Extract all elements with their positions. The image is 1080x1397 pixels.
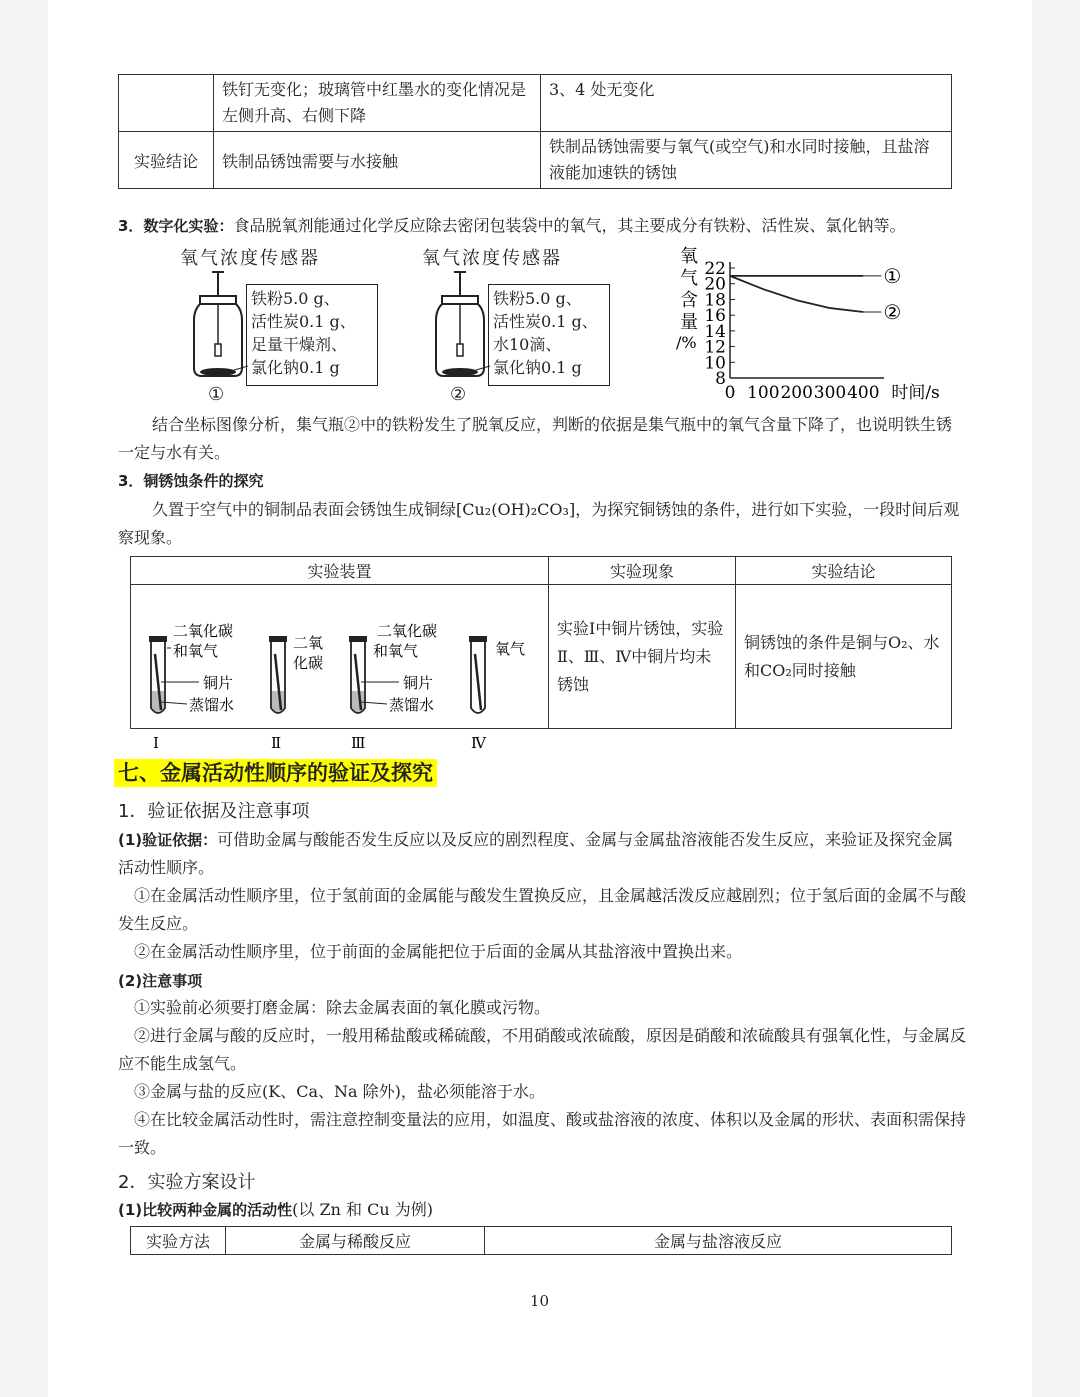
label-o2: 氧气 <box>495 639 526 658</box>
compare-label: (1)比较两种金属的活动性 <box>118 1201 293 1219</box>
y-tick-label: 22 <box>704 259 726 279</box>
y-tick-label: 20 <box>704 274 726 295</box>
page-number: 10 <box>530 1292 550 1310</box>
tube-number: Ⅱ <box>271 733 282 752</box>
basis-label: (1)验证依据： <box>118 831 218 849</box>
digital-intro <box>118 212 1038 240</box>
oxygen-chart <box>626 240 940 410</box>
series-label: ① <box>883 263 902 288</box>
copper-table <box>130 556 952 752</box>
x-tick-label: 300 <box>813 383 847 403</box>
bottle-2-number: ② <box>450 384 467 405</box>
copper-apparatus-cell <box>131 585 549 752</box>
y-tick-label: 10 <box>704 353 726 374</box>
copper-phenomenon: 实验Ⅰ中铜片锈蚀，实验Ⅱ、Ⅲ、Ⅳ中铜片均未锈蚀 <box>549 585 736 729</box>
iron-rust-table <box>118 74 952 189</box>
x-tick-label: 200 <box>780 383 813 403</box>
table-cell: 铁制品锈蚀需要与氧气(或空气)和水同时接触，且盐溶液能加速铁的锈蚀 <box>541 132 952 189</box>
label-co2-air: 二氧化碳 <box>377 621 438 640</box>
subheading-1: 1．验证依据及注意事项 <box>118 801 310 822</box>
note-3: ③金属与盐的反应(K、Ca、Na 除外)，盐必须能溶于水。 <box>134 1082 545 1101</box>
label-copper: 铜片 <box>403 673 434 692</box>
bottle-2-contents <box>488 284 610 386</box>
content-line: 氯化钠0.1 g <box>493 358 582 377</box>
label-copper: 铜片 <box>203 673 234 692</box>
notes-label: (2)注意事项 <box>118 972 203 990</box>
document-page <box>48 0 1032 1397</box>
label-water: 蒸馏水 <box>389 695 435 714</box>
label-co2: 二氧 <box>293 633 324 652</box>
content-line: 活性炭0.1 g、 <box>493 312 598 331</box>
x-tick-label: 0 <box>724 383 736 403</box>
content-line: 铁粉5.0 g、 <box>493 289 582 308</box>
note-1: ①实验前必须要打磨金属：除去金属表面的氧化膜或污物。 <box>134 998 551 1017</box>
copper-tubes-diagram <box>131 586 545 752</box>
paragraph-compare <box>118 1196 433 1224</box>
y-axis-label: 氧 <box>680 246 698 267</box>
paragraph-rule-1: ①在金属活动性顺序里，位于氢前面的金属能与酸发生置换反应，且金属越活泼反应越剧烈；位于氢后面的金属不与酸发生反应。 <box>118 886 967 933</box>
label-co2: 化碳 <box>293 653 324 672</box>
table-cell-label: 实验结论 <box>119 132 214 189</box>
method-table <box>130 1226 952 1255</box>
bottle-1-number: ① <box>208 384 225 405</box>
table-cell: 铁制品锈蚀需要与水接触 <box>214 132 541 189</box>
copper-heading: 3．铜锈蚀条件的探究 <box>118 472 264 490</box>
table-header: 金属与稀酸反应 <box>226 1227 485 1255</box>
content-line: 水10滴、 <box>493 335 562 354</box>
section-title <box>114 757 437 787</box>
paragraph-basis <box>118 826 966 882</box>
table-header: 实验方法 <box>131 1227 226 1255</box>
sensor-label-2: 氧气浓度传感器 <box>422 248 562 269</box>
section-title-text: 七、金属活动性顺序的验证及探究 <box>114 759 437 787</box>
content-line: 足量干燥剂、 <box>251 335 348 354</box>
sensor-label-1: 氧气浓度传感器 <box>180 248 320 269</box>
label-co2-air: 和氧气 <box>173 641 219 660</box>
compare-text: (以 Zn 和 Cu 为例) <box>292 1200 433 1219</box>
label-co2-air: 和氧气 <box>373 641 419 660</box>
note-4: ④在比较金属活动性时，需注意控制变量法的应用，如温度、酸或盐溶液的浓度、体积以及金属的形状、表面积需保持一致。 <box>118 1110 967 1157</box>
content-line: 氯化钠0.1 g <box>251 358 340 377</box>
label-co2-air: 二氧化碳 <box>173 621 234 640</box>
content-line: 活性炭0.1 g、 <box>251 312 356 331</box>
copper-text: 久置于空气中的铜制品表面会锈蚀生成铜绿[Cu₂(OH)₂CO₃]，为探究铜锈蚀的条件，进行如下实验，一段时间后观察现象。 <box>118 500 960 547</box>
digital-heading: 3．数字化实验： <box>118 217 234 235</box>
digital-conclusion: 结合坐标图像分析，集气瓶②中的铁粉发生了脱氧反应，判断的依据是集气瓶中的氧气含量下降了，也说明铁生锈一定与水有关。 <box>118 415 953 462</box>
x-tick-label: 100 <box>747 383 780 403</box>
table-cell: 铁钉无变化；玻璃管中红墨水的变化情况是左侧升高、右侧下降 <box>214 75 541 132</box>
y-tick-label: 8 <box>715 369 726 389</box>
y-tick-label: 14 <box>704 321 726 342</box>
basis-text: 可借助金属与酸能否发生反应以及反应的剧烈程度、金属与金属盐溶液能否发生反应，来验证及探究金属活动性顺序。 <box>118 830 954 877</box>
subheading-2: 2．实验方案设计 <box>118 1172 256 1193</box>
y-axis-label: 气 <box>680 268 698 289</box>
note-2: ②进行金属与酸的反应时，一般用稀盐酸或稀硫酸，不用硝酸或浓硫酸，原因是硝酸和浓硫酸具有强氧化性，与金属反应不能生成氢气。 <box>118 1026 967 1073</box>
table-cell-empty <box>119 75 214 132</box>
table-header: 实验结论 <box>736 557 952 585</box>
tube-number: Ⅲ <box>351 733 366 752</box>
y-tick-label: 12 <box>704 337 726 358</box>
y-tick-label: 16 <box>704 306 726 327</box>
paragraph-rule-2: ②在金属活动性顺序里，位于前面的金属能把位于后面的金属从其盐溶液中置换出来。 <box>134 942 743 961</box>
copper-conclusion: 铜锈蚀的条件是铜与O₂、水和CO₂同时接触 <box>736 585 952 729</box>
y-axis-label: 含 <box>680 290 698 311</box>
series-line <box>730 276 863 312</box>
content-line: 铁粉5.0 g、 <box>251 289 340 308</box>
digital-text: 食品脱氧剂能通过化学反应除去密闭包装袋中的氧气，其主要成分有铁粉、活性炭、氯化钠等。 <box>233 216 906 235</box>
y-axis-label: /% <box>676 333 697 352</box>
bottle-1-contents <box>246 284 378 386</box>
label-water: 蒸馏水 <box>189 695 235 714</box>
table-header: 实验装置 <box>131 557 549 585</box>
y-tick-label: 18 <box>704 290 726 311</box>
tube-number: Ⅳ <box>471 733 486 752</box>
y-axis-label: 量 <box>680 312 698 333</box>
tube-number: Ⅰ <box>153 733 159 752</box>
series-label: ② <box>883 300 902 324</box>
table-header: 实验现象 <box>549 557 736 585</box>
x-tick-label: 400 <box>847 383 880 403</box>
table-cell: 3、4 处无变化 <box>541 75 952 132</box>
x-axis-label: 时间/s <box>891 383 940 403</box>
table-header: 金属与盐溶液反应 <box>485 1227 952 1255</box>
